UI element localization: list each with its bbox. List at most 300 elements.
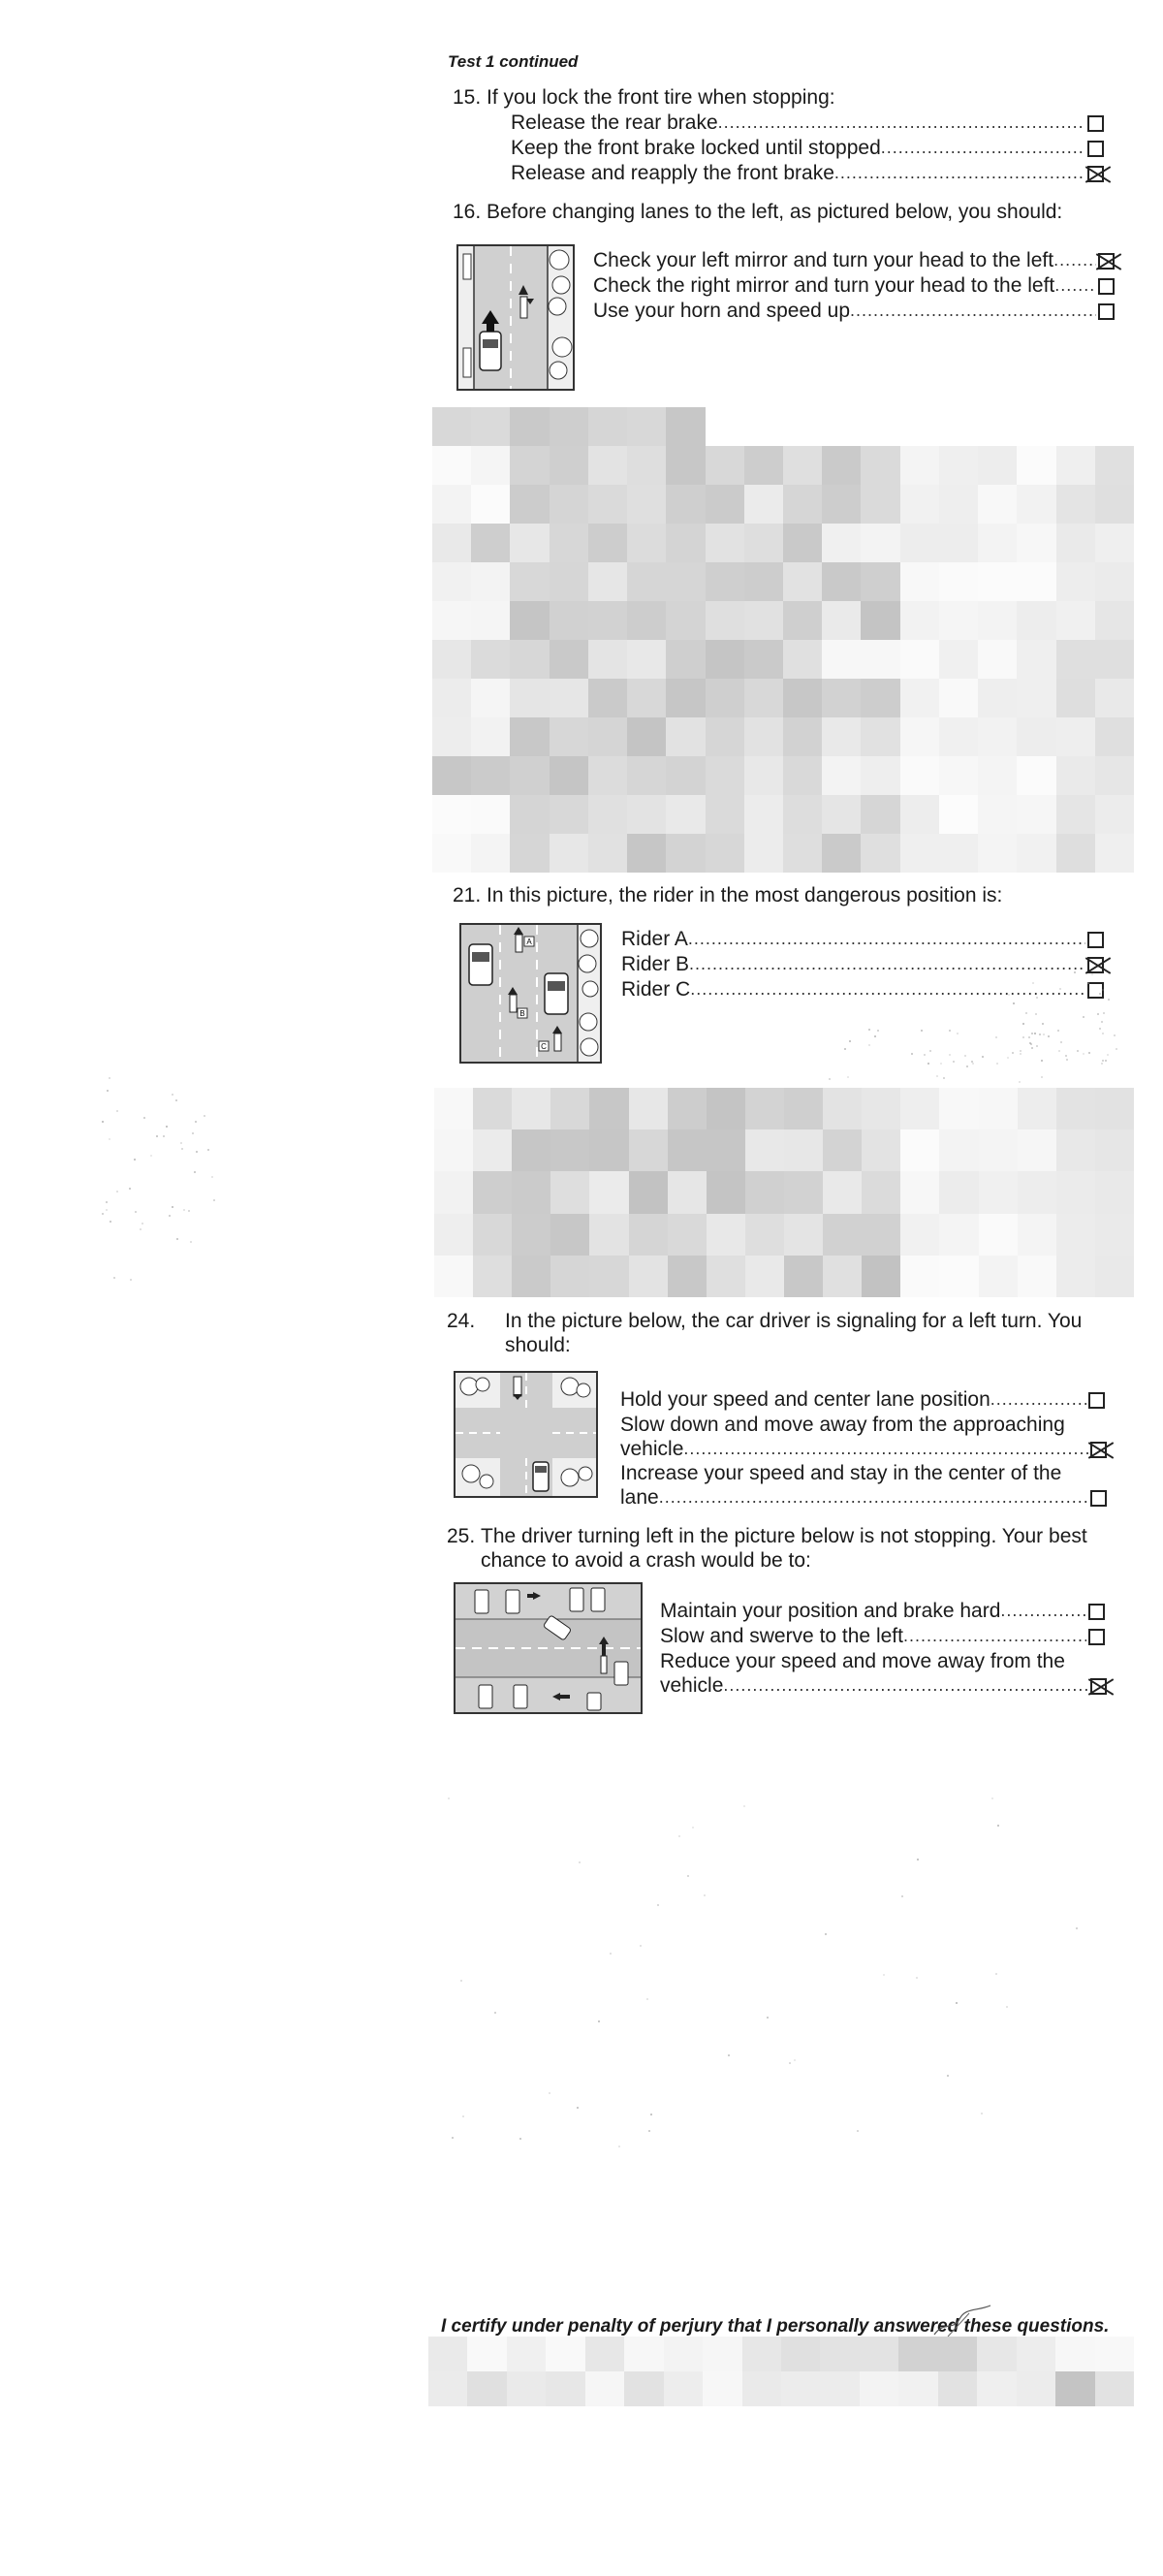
speck [116, 1191, 118, 1193]
q16-option-3[interactable] [593, 299, 1115, 323]
mosaic-cell [1056, 756, 1095, 795]
mosaic-cell [822, 601, 861, 640]
checkbox[interactable] [1087, 932, 1104, 948]
mosaic-cell [588, 407, 627, 446]
mosaic-cell [432, 640, 471, 679]
mosaic-cell [977, 2371, 1016, 2406]
option-label: Release and reapply the front brake [511, 162, 834, 184]
mosaic-cell [781, 2337, 820, 2371]
mosaic-cell [1056, 562, 1095, 601]
mosaic-cell [510, 640, 549, 679]
option-label: Rider A [621, 928, 688, 950]
mosaic-cell [1095, 2337, 1134, 2371]
speck [956, 2002, 958, 2004]
mosaic-cell [783, 834, 822, 873]
mosaic-cell [822, 485, 861, 524]
mosaic-cell [706, 834, 744, 873]
option-label: Reduce your speed and move away from the [660, 1650, 1065, 1672]
mosaic-cell [510, 524, 549, 562]
mosaic-cell [744, 601, 783, 640]
rider-a-marker: A [526, 938, 532, 946]
speck [1101, 1063, 1103, 1065]
mosaic-cell [822, 717, 861, 756]
mosaic-cell [822, 640, 861, 679]
speck [113, 1277, 115, 1279]
mosaic-cell [939, 679, 978, 717]
q15-option-1[interactable] [511, 111, 1104, 135]
mosaic-cell [666, 407, 705, 446]
q24-option-2[interactable] [620, 1413, 1107, 1461]
mosaic-cell [432, 756, 471, 795]
speck [924, 1054, 926, 1056]
speck [460, 1980, 462, 1982]
mosaic-cell [979, 1088, 1018, 1129]
mosaic-cell [1056, 1214, 1095, 1256]
mosaic-cell [861, 756, 899, 795]
mosaic-cell [900, 795, 939, 834]
speck [868, 1029, 870, 1031]
mosaic-cell [588, 795, 627, 834]
mosaic-cell [1018, 1171, 1056, 1213]
mosaic-cell [627, 640, 666, 679]
mosaic-cell [1017, 407, 1055, 446]
mosaic-cell [1095, 834, 1134, 873]
speck [494, 2012, 496, 2014]
speck [847, 1076, 849, 1078]
speck [849, 1040, 851, 1042]
option-label-continued: vehicle [660, 1674, 724, 1697]
speck [1103, 1012, 1105, 1014]
q16-option-1[interactable] [593, 248, 1115, 272]
speck [921, 1030, 923, 1032]
mosaic-cell [1017, 485, 1055, 524]
mosaic-cell [1017, 640, 1055, 679]
mosaic-cell [666, 756, 705, 795]
mosaic-cell [629, 1171, 668, 1213]
mosaic-cell [783, 485, 822, 524]
speck [1107, 1054, 1109, 1056]
mosaic-cell [823, 1129, 862, 1171]
mosaic-cell [589, 1256, 628, 1297]
mosaic-cell [745, 1171, 784, 1213]
mosaic-cell [784, 1088, 823, 1129]
mosaic-cell [784, 1129, 823, 1171]
speck [1105, 1060, 1107, 1062]
mosaic-cell [900, 1256, 939, 1297]
speck [687, 1875, 689, 1877]
mosaic-cell [1018, 1129, 1056, 1171]
q24-option-3[interactable] [620, 1461, 1107, 1510]
speck [150, 1155, 152, 1157]
mosaic-cell [861, 524, 899, 562]
checkbox[interactable] [1088, 1604, 1105, 1620]
mosaic-cell [742, 2337, 781, 2371]
speck [1012, 1052, 1014, 1054]
mosaic-cell [471, 756, 510, 795]
mosaic-cell [550, 562, 588, 601]
speck [995, 1973, 997, 1975]
speck [549, 2092, 550, 2094]
option-label: Maintain your position and brake hard [660, 1600, 1001, 1622]
q21-option-2[interactable] [621, 952, 1104, 976]
mosaic-cell [1017, 795, 1055, 834]
certification-statement: I certify under penalty of perjury that I personally answered these questions. [441, 2316, 1110, 2337]
speck [135, 1211, 137, 1213]
speck [953, 1061, 955, 1063]
mosaic-cell [1056, 1088, 1095, 1129]
option-label: Increase your speed and stay in the center of the [620, 1462, 1062, 1484]
speck [997, 1825, 999, 1827]
speck [704, 1894, 706, 1896]
speck [1022, 1036, 1024, 1038]
mosaic-cell [432, 679, 471, 717]
mosaic-cell [666, 795, 705, 834]
mosaic-cell [666, 446, 705, 485]
mosaic-cell [978, 601, 1017, 640]
speck [109, 1077, 110, 1079]
mosaic-cell [900, 717, 939, 756]
mosaic-cell [939, 524, 978, 562]
mosaic-cell [861, 407, 899, 446]
mosaic-cell [627, 756, 666, 795]
mosaic-cell [1018, 1214, 1056, 1256]
mosaic-cell [624, 2337, 663, 2371]
mosaic-cell [510, 446, 549, 485]
speck [102, 1213, 104, 1215]
mosaic-cell [588, 601, 627, 640]
speck [107, 1090, 109, 1092]
option-label: Check the right mirror and turn your head to the left [593, 274, 1055, 297]
mosaic-cell [510, 756, 549, 795]
mosaic-cell [900, 485, 939, 524]
mosaic-cell [588, 717, 627, 756]
mosaic-cell [1056, 1129, 1095, 1171]
mosaic-cell [898, 2337, 937, 2371]
speck [940, 1063, 942, 1065]
mosaic-cell [1055, 2337, 1094, 2371]
mosaic-cell [471, 717, 510, 756]
mosaic-cell [668, 1256, 707, 1297]
mosaic-cell [706, 524, 744, 562]
speck [982, 1056, 984, 1058]
question-24-number: 24. [447, 1310, 476, 1332]
mosaic-cell [706, 601, 744, 640]
q15-option-2[interactable] [511, 136, 1104, 160]
mosaic-cell [1056, 1171, 1095, 1213]
q16-option-2[interactable] [593, 273, 1115, 298]
mosaic-cell [744, 562, 783, 601]
mosaic-cell [745, 1214, 784, 1256]
speck [678, 1835, 680, 1837]
speck [175, 1099, 177, 1101]
mosaic-cell [1095, 795, 1134, 834]
mosaic-cell [666, 834, 705, 873]
speck [728, 2054, 730, 2056]
mosaic-cell [666, 679, 705, 717]
mosaic-cell [862, 1129, 900, 1171]
mosaic-cell [666, 640, 705, 679]
mosaic-cell [783, 407, 822, 446]
speck [657, 1904, 659, 1906]
speck [1060, 1041, 1062, 1043]
checkbox[interactable] [1098, 303, 1115, 320]
mosaic-cell [585, 2337, 624, 2371]
mosaic-cell [707, 1129, 745, 1171]
speck [1020, 1053, 1022, 1055]
speck [176, 1238, 178, 1240]
mosaic-cell [1056, 640, 1095, 679]
q21-option-1[interactable] [621, 927, 1104, 951]
mosaic-cell [784, 1256, 823, 1297]
mosaic-cell [706, 640, 744, 679]
mosaic-cell [1056, 1256, 1095, 1297]
speck [141, 1223, 143, 1224]
speck [949, 1054, 951, 1056]
speck [1007, 1057, 1009, 1059]
mosaic-cell [1056, 485, 1095, 524]
mosaic-cell [781, 2371, 820, 2406]
mosaic-cell [939, 1214, 978, 1256]
mosaic-cell [939, 1088, 978, 1129]
mosaic-cell [744, 756, 783, 795]
mosaic-cell [1056, 795, 1095, 834]
mosaic-cell [706, 756, 744, 795]
mosaic-cell [666, 562, 705, 601]
speck [1041, 1060, 1043, 1062]
speck [1065, 1055, 1067, 1057]
mosaic-cell [939, 485, 978, 524]
speck [190, 1241, 192, 1243]
mosaic-cell [744, 640, 783, 679]
mosaic-cell [822, 795, 861, 834]
speck [116, 1110, 118, 1112]
mosaic-cell [666, 601, 705, 640]
checkbox[interactable] [1098, 278, 1115, 295]
checkbox[interactable] [1087, 115, 1104, 132]
speck [183, 1209, 185, 1211]
mosaic-cell [744, 679, 783, 717]
q21-option-3[interactable] [621, 977, 1104, 1002]
mosaic-cell [432, 717, 471, 756]
speck [868, 1044, 870, 1046]
speck [207, 1149, 209, 1151]
checkbox-checked[interactable] [1090, 1442, 1107, 1458]
speck [943, 1077, 945, 1079]
mosaic-cell [471, 601, 510, 640]
mosaic-cell [473, 1088, 512, 1129]
rider-position-diagram [461, 925, 600, 1062]
mosaic-cell [432, 562, 471, 601]
mosaic-cell [900, 1214, 939, 1256]
mosaic-cell [744, 524, 783, 562]
mosaic-cell [744, 485, 783, 524]
mosaic-cell [978, 446, 1017, 485]
q15-option-3[interactable] [511, 161, 1104, 185]
mosaic-cell [1095, 1256, 1134, 1297]
intersection-illustration [454, 1371, 598, 1498]
mosaic-cell [978, 524, 1017, 562]
mosaic-cell [588, 640, 627, 679]
mosaic-cell [822, 562, 861, 601]
speck [1006, 2006, 1008, 2008]
mosaic-cell [978, 834, 1017, 873]
mosaic-cell [432, 601, 471, 640]
mosaic-cell [666, 717, 705, 756]
mosaic-cell [745, 1256, 784, 1297]
mosaic-cell [745, 1129, 784, 1171]
speck [143, 1117, 145, 1119]
speck [874, 1035, 876, 1037]
mosaic-cell [471, 640, 510, 679]
speck [140, 1228, 141, 1230]
speck [1083, 1053, 1084, 1055]
speck [1036, 1045, 1038, 1047]
speck [1088, 1052, 1090, 1054]
speck [844, 1048, 846, 1050]
question-number: 16. [453, 201, 482, 223]
speck [1028, 1036, 1030, 1038]
speck [1042, 1023, 1044, 1025]
speck [1102, 989, 1104, 991]
mosaic-cell [589, 1214, 628, 1256]
q25-option-1[interactable] [660, 1599, 1105, 1623]
option-label: Keep the front brake locked until stopped [511, 137, 881, 159]
redacted-region [432, 407, 1134, 873]
mosaic-cell [1018, 1088, 1056, 1129]
mosaic-cell [1017, 601, 1055, 640]
mosaic-cell [978, 795, 1017, 834]
checkbox-checked[interactable] [1098, 253, 1115, 270]
speck [110, 1221, 111, 1223]
speck [1116, 1048, 1117, 1050]
mosaic-cell [862, 1214, 900, 1256]
mosaic-cell [820, 2371, 859, 2406]
mosaic-cell [550, 679, 588, 717]
mosaic-cell [900, 562, 939, 601]
mosaic-cell [512, 1256, 550, 1297]
mosaic-cell [471, 834, 510, 873]
mosaic-cell [898, 2371, 937, 2406]
mosaic-cell [1056, 446, 1095, 485]
speck [1020, 1050, 1022, 1052]
speck [195, 1121, 197, 1123]
speck [610, 1953, 612, 1955]
mosaic-cell [900, 1129, 939, 1171]
checkbox-checked[interactable] [1087, 166, 1104, 182]
question-number: 21. [453, 884, 482, 906]
mosaic-cell [979, 1171, 1018, 1213]
speck [579, 1861, 581, 1863]
mosaic-cell [1095, 562, 1134, 601]
mosaic-cell [512, 1088, 550, 1129]
speck [180, 1142, 182, 1144]
speck [1031, 1033, 1033, 1034]
mosaic-cell [900, 756, 939, 795]
speck [648, 2130, 650, 2132]
mosaic-cell [550, 717, 588, 756]
q25-option-3[interactable] [660, 1649, 1107, 1698]
q24-option-1[interactable] [620, 1387, 1105, 1412]
checkbox-checked[interactable] [1087, 957, 1104, 973]
rider-b-marker: B [519, 1009, 525, 1018]
mosaic-cell [471, 485, 510, 524]
speck [743, 1805, 745, 1807]
mosaic-cell [432, 485, 471, 524]
option-label: Hold your speed and center lane position [620, 1388, 990, 1411]
mosaic-cell [434, 1129, 473, 1171]
checkbox[interactable] [1088, 1629, 1105, 1645]
mosaic-cell [706, 446, 744, 485]
speck [1102, 1060, 1104, 1062]
speck [877, 1030, 879, 1032]
speck [213, 1199, 215, 1201]
mosaic-cell [467, 2337, 506, 2371]
mosaic-cell [742, 2371, 781, 2406]
checkbox-checked[interactable] [1090, 1678, 1107, 1695]
mosaic-cell [745, 1088, 784, 1129]
mosaic-cell [1018, 1256, 1056, 1297]
mosaic-cell [550, 1171, 589, 1213]
checkbox[interactable] [1088, 1392, 1105, 1409]
mosaic-cell [822, 446, 861, 485]
speck [156, 1135, 158, 1137]
checkbox[interactable] [1087, 141, 1104, 157]
mosaic-cell [1056, 717, 1095, 756]
mosaic-cell [627, 407, 666, 446]
mosaic-cell [744, 407, 783, 446]
mosaic-cell [823, 1088, 862, 1129]
question-25-text: The driver turning left in the picture below is not stopping. Your best chance to avoid a crash would be to: [481, 1525, 1087, 1572]
mosaic-cell [939, 756, 978, 795]
speck [916, 1977, 918, 1979]
mosaic-cell [627, 795, 666, 834]
mosaic-cell [471, 407, 510, 446]
mosaic-cell [624, 2371, 663, 2406]
option-label: Use your horn and speed up [593, 300, 851, 322]
speck [129, 1188, 131, 1190]
mosaic-cell [979, 1129, 1018, 1171]
speck [1013, 1002, 1015, 1004]
mosaic-cell [978, 640, 1017, 679]
speck [134, 1159, 136, 1161]
mosaic-cell [550, 601, 588, 640]
mosaic-cell [589, 1129, 628, 1171]
mosaic-cell [668, 1171, 707, 1213]
mosaic-cell [471, 524, 510, 562]
speck [618, 2146, 620, 2147]
mosaic-cell [629, 1088, 668, 1129]
mosaic-cell [707, 1171, 745, 1213]
mosaic-cell [939, 640, 978, 679]
mosaic-cell [939, 717, 978, 756]
question-21 [453, 883, 1002, 907]
mosaic-cell [783, 524, 822, 562]
checkbox[interactable] [1090, 1490, 1107, 1507]
mosaic-cell [977, 2337, 1016, 2371]
redacted-signature-region [428, 2337, 1134, 2406]
mosaic-cell [510, 601, 549, 640]
speck [1114, 1034, 1116, 1036]
mosaic-cell [900, 446, 939, 485]
mosaic-cell [707, 1214, 745, 1256]
mosaic-cell [707, 1256, 745, 1297]
mosaic-cell [706, 562, 744, 601]
q25-option-2[interactable] [660, 1624, 1105, 1648]
mosaic-cell [1095, 485, 1134, 524]
mosaic-cell [939, 1256, 978, 1297]
question-number: 15. [453, 86, 482, 109]
mosaic-cell [550, 1256, 589, 1297]
